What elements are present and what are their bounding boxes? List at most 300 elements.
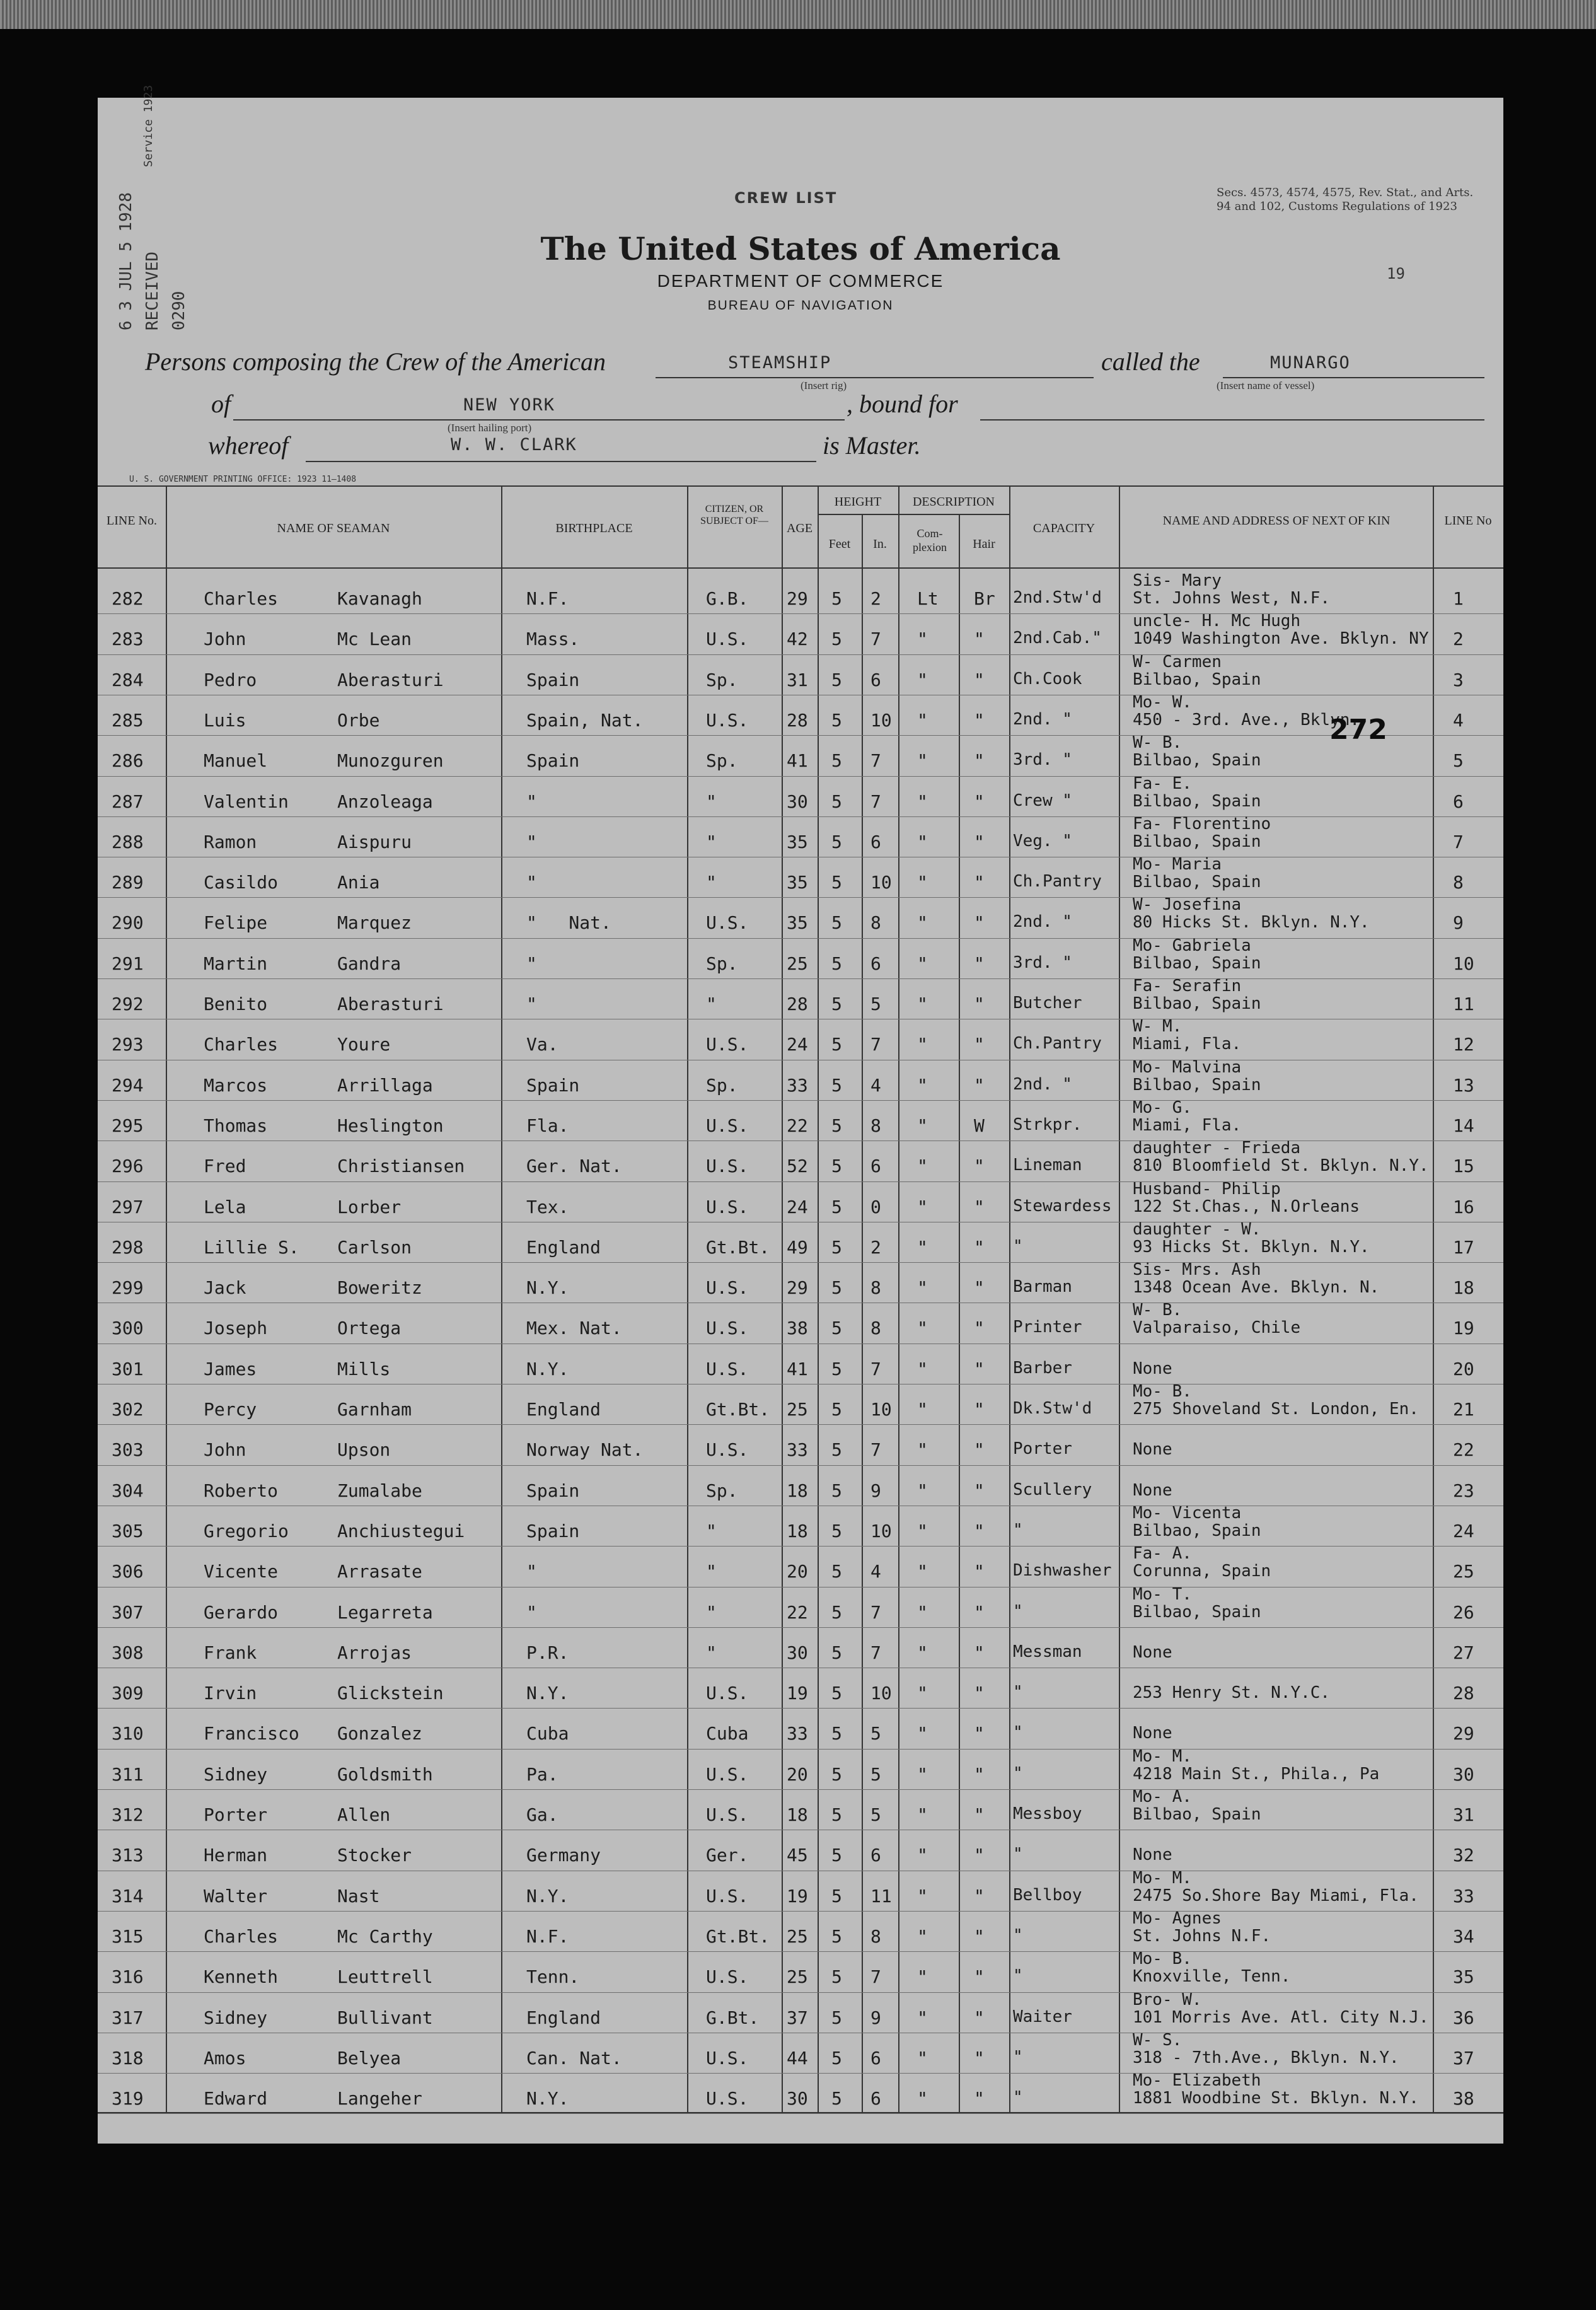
cell-next-of-kin-name: Mo- A. bbox=[1133, 1787, 1192, 1806]
cell-line-number: 306 bbox=[112, 1561, 144, 1582]
cell-capacity: 3rd. " bbox=[1013, 750, 1072, 770]
cell-citizenship: U.S. bbox=[706, 1885, 749, 1907]
cell-height-inches: 6 bbox=[870, 1156, 881, 1177]
cell-next-of-kin-address: 93 Hicks St. Bklyn. N.Y. bbox=[1133, 1237, 1370, 1257]
cell-height-feet: 5 bbox=[831, 750, 842, 772]
cell-height-inches: 7 bbox=[870, 1034, 881, 1055]
cell-height-inches: 8 bbox=[870, 1277, 881, 1299]
cell-citizenship: Sp. bbox=[706, 1480, 738, 1501]
cell-next-of-kin-address: 1049 Washington Ave. Bklyn. NY bbox=[1133, 629, 1429, 649]
cell-line-number: 311 bbox=[112, 1763, 144, 1785]
cell-hair: " bbox=[974, 953, 985, 974]
cell-height-feet: 5 bbox=[831, 1480, 842, 1501]
cell-hair: " bbox=[974, 1925, 985, 1947]
cell-complexion: " bbox=[917, 1642, 928, 1663]
cell-complexion: " bbox=[917, 1683, 928, 1704]
row-rule bbox=[98, 654, 1503, 655]
cell-birthplace: N.Y. bbox=[526, 1277, 569, 1299]
cell-age: 41 bbox=[787, 1358, 808, 1379]
cell-height-feet: 5 bbox=[831, 1763, 842, 1785]
cell-line-number-right: 35 bbox=[1453, 1966, 1474, 1988]
cell-next-of-kin-name: Mo- T. bbox=[1133, 1584, 1192, 1604]
cell-height-feet: 5 bbox=[831, 1642, 842, 1663]
cell-capacity: " bbox=[1013, 1925, 1023, 1945]
cell-age: 28 bbox=[787, 709, 808, 731]
cell-age: 42 bbox=[787, 629, 808, 650]
header-line-no-right: LINE No bbox=[1444, 514, 1492, 528]
scan-top-edge bbox=[0, 0, 1596, 29]
cell-height-feet: 5 bbox=[831, 791, 842, 812]
col-rule bbox=[501, 485, 502, 2112]
cell-citizenship: Sp. bbox=[706, 1074, 738, 1096]
cell-age: 28 bbox=[787, 994, 808, 1014]
cell-complexion: " bbox=[917, 629, 928, 650]
vessel-rig: STEAMSHIP bbox=[728, 353, 832, 373]
phrase-whereof: whereof bbox=[208, 431, 289, 460]
cell-citizenship: U.S. bbox=[706, 1034, 749, 1055]
cell-complexion: " bbox=[917, 912, 928, 934]
cell-first-name: Casildo bbox=[204, 872, 279, 893]
cell-complexion: " bbox=[917, 791, 928, 812]
cell-age: 18 bbox=[787, 1480, 808, 1501]
header-citizen: CITIZEN, OR SUBJECT OF— bbox=[700, 504, 768, 526]
cell-height-inches: 6 bbox=[870, 2047, 881, 2069]
cell-first-name: Porter bbox=[204, 1804, 268, 1825]
cell-height-feet: 5 bbox=[831, 1966, 842, 1988]
cell-citizenship: G.B. bbox=[706, 588, 749, 609]
cell-first-name: Joseph bbox=[204, 1318, 268, 1339]
cell-line-number-right: 13 bbox=[1453, 1074, 1474, 1096]
col-rule bbox=[687, 485, 688, 2112]
cell-next-of-kin-address: St. Johns West, N.F. bbox=[1133, 589, 1331, 608]
cell-last-name: Langeher bbox=[337, 2088, 422, 2110]
cell-line-number: 305 bbox=[112, 1520, 144, 1541]
col-rule bbox=[1119, 485, 1120, 2112]
cell-line-number: 288 bbox=[112, 831, 144, 852]
port-underline bbox=[233, 419, 845, 421]
cell-citizenship: " bbox=[706, 831, 717, 852]
row-rule bbox=[98, 816, 1503, 817]
cell-height-inches: 4 bbox=[870, 1561, 881, 1582]
stamp-line: 6 3 JUL 5 1928 bbox=[117, 192, 136, 331]
col-rule bbox=[166, 485, 167, 2112]
cell-next-of-kin-address: 101 Morris Ave. Atl. City N.J. bbox=[1133, 2007, 1429, 2027]
cell-age: 29 bbox=[787, 588, 808, 609]
cell-last-name: Arrojas bbox=[337, 1642, 412, 1663]
cell-next-of-kin-address: 318 - 7th.Ave., Bklyn. N.Y. bbox=[1133, 2048, 1399, 2067]
cell-capacity: Messboy bbox=[1013, 1804, 1082, 1823]
cell-line-number-right: 6 bbox=[1453, 791, 1464, 812]
col-rule bbox=[898, 485, 899, 2112]
cell-line-number: 300 bbox=[112, 1318, 144, 1339]
cell-next-of-kin-name: Mo- B. bbox=[1133, 1382, 1192, 1401]
cell-birthplace: P.R. bbox=[526, 1642, 569, 1663]
cell-hair: " bbox=[974, 1642, 985, 1663]
row-rule bbox=[98, 1951, 1503, 1952]
destination-underline bbox=[980, 419, 1484, 421]
cell-next-of-kin-address: None bbox=[1133, 1480, 1172, 1500]
cell-first-name: Edward bbox=[204, 2088, 268, 2110]
cell-line-number: 314 bbox=[112, 1885, 144, 1907]
cell-citizenship: " bbox=[706, 1561, 717, 1582]
cell-next-of-kin-name: W- M. bbox=[1133, 1017, 1183, 1036]
cell-age: 22 bbox=[787, 1115, 808, 1136]
cell-birthplace: " bbox=[526, 831, 537, 852]
cell-next-of-kin-name: Mo- Maria bbox=[1133, 855, 1222, 874]
cell-birthplace: England bbox=[526, 1236, 601, 1258]
cell-citizenship: U.S. bbox=[706, 1358, 749, 1379]
cell-line-number: 298 bbox=[112, 1236, 144, 1258]
cell-next-of-kin-address: 1881 Woodbine St. Bklyn. N.Y. bbox=[1133, 2089, 1419, 2108]
cell-age: 30 bbox=[787, 2088, 808, 2110]
cell-birthplace: Ger. Nat. bbox=[526, 1156, 622, 1177]
col-rule bbox=[862, 514, 863, 2112]
cell-birthplace: Germany bbox=[526, 1845, 601, 1866]
cell-first-name: Valentin bbox=[204, 791, 289, 812]
cell-hair: " bbox=[974, 1196, 985, 1217]
name-hint: (Insert name of vessel) bbox=[1217, 380, 1315, 392]
cell-height-feet: 5 bbox=[831, 709, 842, 731]
cell-line-number-right: 12 bbox=[1453, 1034, 1474, 1055]
cell-hair: W bbox=[974, 1115, 985, 1136]
cell-citizenship: Sp. bbox=[706, 953, 738, 974]
cell-capacity: " bbox=[1013, 1236, 1023, 1256]
cell-next-of-kin-name: Mo- Gabriela bbox=[1133, 936, 1251, 955]
cell-next-of-kin-address: 2475 So.Shore Bay Miami, Fla. bbox=[1133, 1886, 1419, 1905]
cell-line-number: 316 bbox=[112, 1966, 144, 1988]
cell-height-feet: 5 bbox=[831, 1074, 842, 1096]
cell-last-name: Christiansen bbox=[337, 1156, 465, 1177]
cell-citizenship: U.S. bbox=[706, 1277, 749, 1299]
cell-line-number: 289 bbox=[112, 872, 144, 893]
cell-complexion: " bbox=[917, 709, 928, 731]
cell-line-number: 301 bbox=[112, 1358, 144, 1379]
cell-next-of-kin-address: Bilbao, Spain bbox=[1133, 670, 1261, 689]
cell-next-of-kin-address: 253 Henry St. N.Y.C. bbox=[1133, 1683, 1331, 1703]
cell-age: 25 bbox=[787, 953, 808, 974]
cell-capacity: 2nd. " bbox=[1013, 912, 1072, 932]
header-capacity: CAPACITY bbox=[1032, 521, 1096, 535]
cell-height-inches: 8 bbox=[870, 1925, 881, 1947]
cell-line-number-right: 24 bbox=[1453, 1520, 1474, 1541]
header-inches: In. bbox=[873, 537, 887, 551]
cell-line-number: 283 bbox=[112, 629, 144, 650]
cell-line-number: 290 bbox=[112, 912, 144, 934]
cell-height-feet: 5 bbox=[831, 1399, 842, 1420]
cell-birthplace: " bbox=[526, 1561, 537, 1582]
cell-complexion: " bbox=[917, 2047, 928, 2069]
cell-next-of-kin-address: Valparaiso, Chile bbox=[1133, 1318, 1301, 1338]
cell-complexion: Lt bbox=[917, 588, 939, 609]
cell-birthplace: Mex. Nat. bbox=[526, 1318, 622, 1339]
cell-line-number-right: 20 bbox=[1453, 1358, 1474, 1379]
cell-birthplace: " bbox=[526, 953, 537, 974]
cell-birthplace: Spain bbox=[526, 750, 580, 772]
cell-hair: " bbox=[974, 1074, 985, 1096]
cell-next-of-kin-address: Bilbao, Spain bbox=[1133, 1602, 1261, 1622]
header-description: DESCRIPTION bbox=[912, 495, 995, 509]
cell-line-number-right: 14 bbox=[1453, 1115, 1474, 1136]
cell-first-name: Thomas bbox=[204, 1115, 268, 1136]
cell-birthplace: Tex. bbox=[526, 1196, 569, 1217]
cell-height-inches: 10 bbox=[870, 872, 892, 893]
cell-citizenship: " bbox=[706, 1642, 717, 1663]
cell-line-number-right: 11 bbox=[1453, 994, 1474, 1014]
cell-first-name: Francisco bbox=[204, 1723, 299, 1744]
cell-hair: " bbox=[974, 1034, 985, 1055]
page-overlay-number: 272 bbox=[1329, 714, 1387, 746]
cell-last-name: Carlson bbox=[337, 1236, 412, 1258]
cell-height-feet: 5 bbox=[831, 831, 842, 852]
cell-first-name: Percy bbox=[204, 1399, 257, 1420]
header-department: DEPARTMENT OF COMMERCE bbox=[657, 271, 944, 291]
vessel-master: W. W. CLARK bbox=[451, 435, 577, 455]
cell-birthplace: Spain bbox=[526, 1520, 580, 1541]
cell-next-of-kin-name: daughter - W. bbox=[1133, 1219, 1261, 1239]
cell-line-number: 313 bbox=[112, 1845, 144, 1866]
cell-last-name: Ania bbox=[337, 872, 380, 893]
cell-line-number-right: 10 bbox=[1453, 953, 1474, 974]
cell-hair: " bbox=[974, 1439, 985, 1461]
cell-next-of-kin-name: W- B. bbox=[1133, 1301, 1183, 1320]
cell-height-inches: 10 bbox=[870, 1399, 892, 1420]
cell-citizenship: U.S. bbox=[706, 912, 749, 934]
header-next-of-kin: NAME AND ADDRESS OF NEXT OF KIN bbox=[1162, 514, 1391, 528]
cell-first-name: Charles bbox=[204, 1925, 279, 1947]
cell-capacity: Messman bbox=[1013, 1642, 1082, 1661]
cell-hair: " bbox=[974, 1399, 985, 1420]
cell-age: 24 bbox=[787, 1034, 808, 1055]
cell-height-inches: 5 bbox=[870, 994, 881, 1014]
cell-line-number: 308 bbox=[112, 1642, 144, 1663]
crew-list-sheet bbox=[98, 84, 1503, 2144]
cell-line-number-right: 16 bbox=[1453, 1196, 1474, 1217]
cell-line-number-right: 18 bbox=[1453, 1277, 1474, 1299]
cell-hair: " bbox=[974, 1601, 985, 1623]
cell-hair: " bbox=[974, 1763, 985, 1785]
cell-age: 41 bbox=[787, 750, 808, 772]
col-rule bbox=[818, 485, 819, 2112]
cell-age: 29 bbox=[787, 1277, 808, 1299]
row-rule bbox=[98, 1424, 1503, 1425]
cell-next-of-kin-name: W- Carmen bbox=[1133, 652, 1222, 671]
cell-hair: " bbox=[974, 1804, 985, 1825]
cell-next-of-kin-address: Bilbao, Spain bbox=[1133, 873, 1261, 892]
cell-height-inches: 6 bbox=[870, 2088, 881, 2110]
cell-last-name: Gandra bbox=[337, 953, 402, 974]
cell-line-number: 304 bbox=[112, 1480, 144, 1501]
col-rule bbox=[1009, 485, 1010, 2112]
cell-complexion: " bbox=[917, 1439, 928, 1461]
cell-height-feet: 5 bbox=[831, 1439, 842, 1461]
cell-first-name: Lillie S. bbox=[204, 1236, 299, 1258]
cell-next-of-kin-address: Bilbao, Spain bbox=[1133, 953, 1261, 973]
cell-height-feet: 5 bbox=[831, 1115, 842, 1136]
cell-complexion: " bbox=[917, 1925, 928, 1947]
cell-age: 33 bbox=[787, 1439, 808, 1461]
cell-age: 33 bbox=[787, 1723, 808, 1744]
cell-height-inches: 5 bbox=[870, 1804, 881, 1825]
cell-line-number: 307 bbox=[112, 1601, 144, 1623]
cell-citizenship: U.S. bbox=[706, 1156, 749, 1177]
subheader-rule bbox=[818, 514, 1009, 515]
cell-height-inches: 7 bbox=[870, 1439, 881, 1461]
cell-line-number-right: 37 bbox=[1453, 2047, 1474, 2069]
cell-next-of-kin-name: W- S. bbox=[1133, 2030, 1183, 2050]
cell-age: 30 bbox=[787, 1642, 808, 1663]
cell-next-of-kin-name: Mo- Vicenta bbox=[1133, 1503, 1242, 1523]
cell-last-name: Glickstein bbox=[337, 1683, 444, 1704]
cell-hair: " bbox=[974, 669, 985, 690]
cell-line-number: 286 bbox=[112, 750, 144, 772]
cell-last-name: Arrillaga bbox=[337, 1074, 433, 1096]
cell-first-name: Herman bbox=[204, 1845, 268, 1866]
cell-citizenship: " bbox=[706, 791, 717, 812]
cell-complexion: " bbox=[917, 1115, 928, 1136]
cell-next-of-kin-name: W- Josefina bbox=[1133, 895, 1242, 915]
cell-birthplace: Spain bbox=[526, 669, 580, 690]
cell-capacity: " bbox=[1013, 1723, 1023, 1743]
cell-line-number-right: 22 bbox=[1453, 1439, 1474, 1461]
cell-height-feet: 5 bbox=[831, 2047, 842, 2069]
phrase-bound: , bound for bbox=[847, 390, 958, 418]
cell-line-number-right: 9 bbox=[1453, 912, 1464, 934]
cell-first-name: Ramon bbox=[204, 831, 257, 852]
phrase-master: is Master. bbox=[823, 431, 921, 460]
cell-next-of-kin-name: Sis- Mrs. Ash bbox=[1133, 1260, 1261, 1280]
cell-height-feet: 5 bbox=[831, 588, 842, 609]
cell-first-name: Fred bbox=[204, 1156, 246, 1177]
cell-last-name: Mc Lean bbox=[337, 629, 412, 650]
cell-height-inches: 9 bbox=[870, 2007, 881, 2028]
cell-next-of-kin-address: St. Johns N.F. bbox=[1133, 1926, 1271, 1946]
cell-last-name: Munozguren bbox=[337, 750, 444, 772]
cell-height-inches: 7 bbox=[870, 629, 881, 650]
cell-first-name: Amos bbox=[204, 2047, 246, 2069]
cell-line-number: 317 bbox=[112, 2007, 144, 2028]
cell-birthplace: " Nat. bbox=[526, 912, 611, 934]
cell-next-of-kin-address: 4218 Main St., Phila., Pa bbox=[1133, 1764, 1380, 1784]
cell-citizenship: U.S. bbox=[706, 2047, 749, 2069]
cell-line-number-right: 28 bbox=[1453, 1683, 1474, 1704]
cell-complexion: " bbox=[917, 1520, 928, 1541]
cell-height-inches: 6 bbox=[870, 831, 881, 852]
cell-citizenship: U.S. bbox=[706, 1318, 749, 1339]
cell-birthplace: Pa. bbox=[526, 1763, 558, 1785]
cell-height-inches: 5 bbox=[870, 1763, 881, 1785]
cell-age: 20 bbox=[787, 1561, 808, 1582]
cell-last-name: Ortega bbox=[337, 1318, 402, 1339]
cell-next-of-kin-name: Mo- G. bbox=[1133, 1098, 1192, 1117]
cell-next-of-kin-address: Bilbao, Spain bbox=[1133, 1075, 1261, 1094]
cell-line-number: 297 bbox=[112, 1196, 144, 1217]
cell-next-of-kin-name: Bro- W. bbox=[1133, 1990, 1202, 2009]
cell-next-of-kin-name: Mo- B. bbox=[1133, 1949, 1192, 1969]
cell-capacity: " bbox=[1013, 2047, 1023, 2067]
cell-line-number-right: 8 bbox=[1453, 872, 1464, 893]
cell-line-number: 296 bbox=[112, 1156, 144, 1177]
cell-complexion: " bbox=[917, 2007, 928, 2028]
cell-birthplace: Fla. bbox=[526, 1115, 569, 1136]
cell-line-number-right: 15 bbox=[1453, 1156, 1474, 1177]
rig-underline bbox=[656, 377, 1094, 378]
cell-hair: " bbox=[974, 1966, 985, 1988]
cell-last-name: Leuttrell bbox=[337, 1966, 433, 1988]
cell-citizenship: " bbox=[706, 994, 717, 1014]
cell-line-number: 309 bbox=[112, 1683, 144, 1704]
cell-age: 35 bbox=[787, 912, 808, 934]
cell-height-inches: 7 bbox=[870, 1966, 881, 1988]
cell-citizenship: " bbox=[706, 1601, 717, 1623]
row-rule bbox=[98, 776, 1503, 777]
cell-last-name: Belyea bbox=[337, 2047, 402, 2069]
cell-complexion: " bbox=[917, 1804, 928, 1825]
cell-line-number-right: 19 bbox=[1453, 1318, 1474, 1339]
cell-last-name: Heslington bbox=[337, 1115, 444, 1136]
stamp-line: RECEIVED bbox=[143, 251, 162, 331]
cell-first-name: Irvin bbox=[204, 1683, 257, 1704]
cell-last-name: Boweritz bbox=[337, 1277, 422, 1299]
phrase-persons: Persons composing the Crew of the American bbox=[145, 347, 606, 376]
cell-age: 22 bbox=[787, 1601, 808, 1623]
cell-next-of-kin-name: Mo- Malvina bbox=[1133, 1057, 1242, 1077]
cell-height-inches: 7 bbox=[870, 750, 881, 772]
cell-capacity: Waiter bbox=[1013, 2007, 1072, 2026]
office-stamp-year: 1923 bbox=[142, 84, 155, 113]
cell-age: 30 bbox=[787, 791, 808, 812]
cell-line-number: 294 bbox=[112, 1074, 144, 1096]
cell-age: 24 bbox=[787, 1196, 808, 1217]
cell-capacity: " bbox=[1013, 1520, 1023, 1540]
cell-first-name: Benito bbox=[204, 994, 268, 1014]
cell-first-name: Martin bbox=[204, 953, 268, 974]
cell-line-number-right: 17 bbox=[1453, 1236, 1474, 1258]
cell-birthplace: N.Y. bbox=[526, 1358, 569, 1379]
cell-complexion: " bbox=[917, 1561, 928, 1582]
cell-line-number: 282 bbox=[112, 588, 144, 609]
cell-complexion: " bbox=[917, 1480, 928, 1501]
cell-capacity: Barman bbox=[1013, 1277, 1072, 1297]
cell-next-of-kin-address: Bilbao, Spain bbox=[1133, 1805, 1261, 1824]
cell-last-name: Stocker bbox=[337, 1845, 412, 1866]
row-rule bbox=[98, 2113, 1503, 2114]
cell-line-number-right: 2 bbox=[1453, 629, 1464, 650]
cell-next-of-kin-name: Fa- E. bbox=[1133, 774, 1192, 793]
cell-hair: " bbox=[974, 1236, 985, 1258]
cell-age: 20 bbox=[787, 1763, 808, 1785]
phrase-of: of bbox=[211, 390, 231, 418]
cell-next-of-kin-name: Husband- Philip bbox=[1133, 1179, 1281, 1199]
cell-last-name: Lorber bbox=[337, 1196, 402, 1217]
cell-birthplace: Va. bbox=[526, 1034, 558, 1055]
form-title: CREW LIST bbox=[734, 189, 838, 207]
cell-hair: " bbox=[974, 1156, 985, 1177]
cell-age: 44 bbox=[787, 2047, 808, 2069]
cell-line-number-right: 30 bbox=[1453, 1763, 1474, 1785]
cell-next-of-kin-address: Knoxville, Tenn. bbox=[1133, 1967, 1291, 1987]
cell-next-of-kin-address: 1348 Ocean Ave. Bklyn. N. bbox=[1133, 1278, 1380, 1297]
cell-height-inches: 7 bbox=[870, 1601, 881, 1623]
cell-line-number: 302 bbox=[112, 1399, 144, 1420]
cell-height-feet: 5 bbox=[831, 2007, 842, 2028]
header-age: AGE bbox=[786, 521, 813, 535]
cell-first-name: Pedro bbox=[204, 669, 257, 690]
cell-height-feet: 5 bbox=[831, 872, 842, 893]
cell-first-name: Sidney bbox=[204, 1763, 268, 1785]
cell-next-of-kin-name: daughter - Frieda bbox=[1133, 1139, 1301, 1158]
cell-next-of-kin-name: Mo- M. bbox=[1133, 1746, 1192, 1766]
cell-height-inches: 6 bbox=[870, 953, 881, 974]
